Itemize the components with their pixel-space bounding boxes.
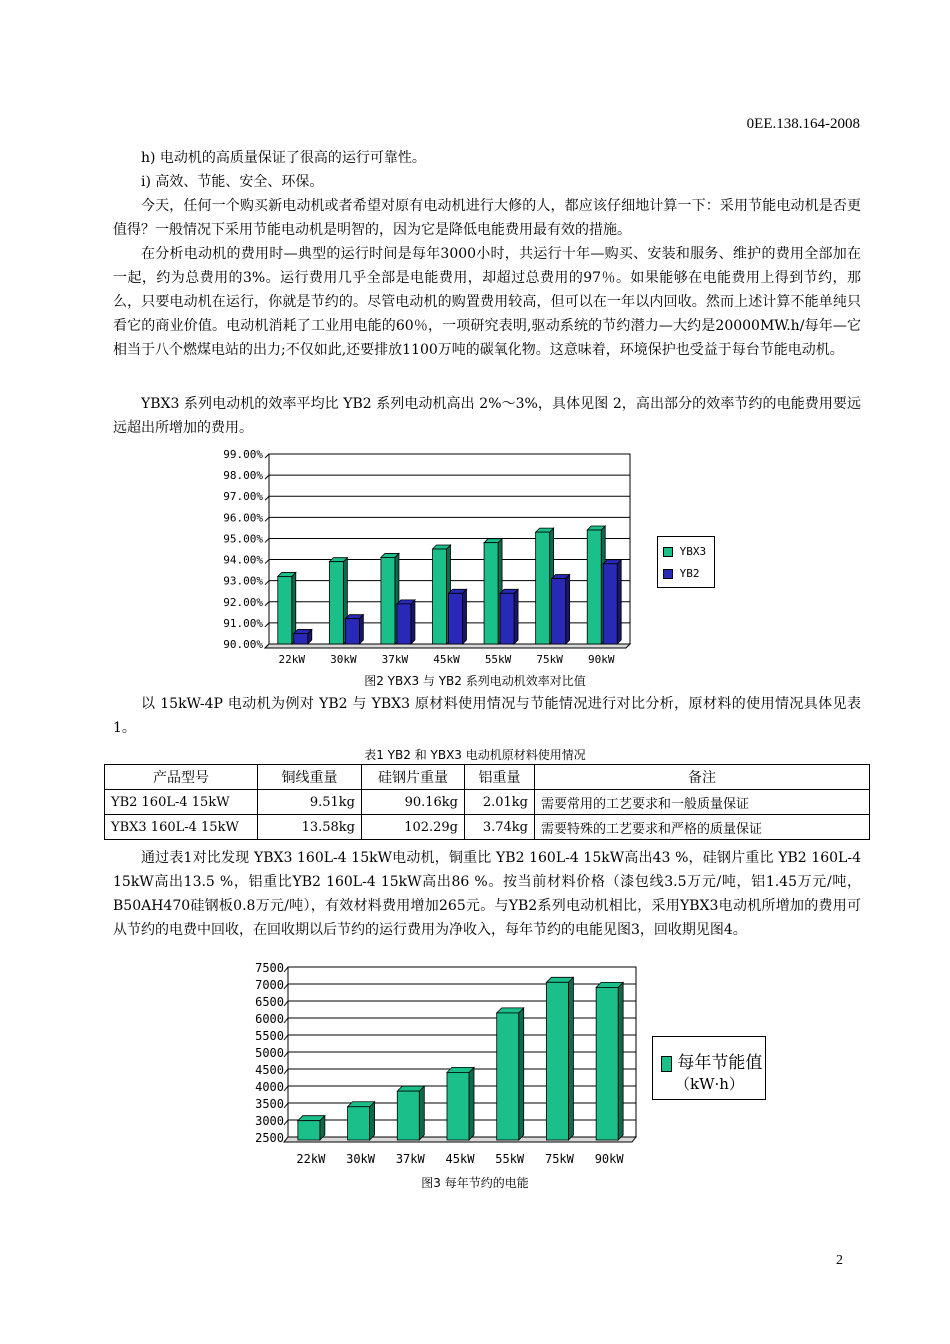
gridline-depth [265, 602, 269, 606]
x-tick-label: 37kW [395, 1152, 425, 1166]
cell-copper: 13.58kg [258, 815, 362, 840]
chart-floor [265, 644, 630, 648]
bar-yb2-45kW [449, 589, 467, 644]
table-header-row [105, 765, 870, 790]
legend-swatch-energy [661, 1056, 672, 1072]
cell-aluminum: 2.01kg [465, 790, 535, 815]
bar-energy-22kW [298, 1116, 325, 1140]
x-tick-label: 75kW [544, 1152, 574, 1166]
y-tick-label: 7000 [255, 978, 284, 992]
document-id: 0EE.138.164-2008 [746, 116, 860, 132]
y-tick-label: 97.00% [223, 490, 263, 504]
gridline-depth [265, 454, 269, 458]
x-tick-label: 45kW [445, 1152, 475, 1166]
cell-model: YB2 160L-4 15kW [105, 790, 258, 815]
y-tick-label: 3500 [255, 1097, 284, 1111]
bar-energy-37kW [397, 1086, 424, 1140]
bar-yb2-22kW [294, 629, 312, 644]
y-tick-label: 4000 [255, 1080, 284, 1094]
y-tick-label: 5000 [255, 1046, 284, 1060]
bar-yb2-30kW [345, 615, 363, 644]
y-tick-label: 7500 [255, 962, 284, 975]
gridline-depth [265, 560, 269, 564]
gridline-depth [284, 1001, 288, 1006]
cell-remark: 需要特殊的工艺要求和严格的质量保证 [535, 815, 870, 840]
y-tick-label: 90.00% [223, 638, 263, 651]
header-remark: 备注 [535, 765, 870, 790]
y-tick-label: 3000 [255, 1114, 284, 1128]
bar-ybx3-90kW [587, 526, 605, 644]
gridline-depth [265, 581, 269, 585]
legend-label-energy-unit: （kW·h） [675, 1075, 744, 1093]
legend-label-ybx3: YBX3 [679, 545, 707, 558]
cell-aluminum: 3.74kg [465, 815, 535, 840]
legend-swatch-yb2 [663, 569, 673, 579]
gridline-depth [265, 496, 269, 500]
y-tick-label: 2500 [255, 1131, 284, 1145]
bar-ybx3-55kW [484, 539, 502, 644]
x-tick-label: 45kW [433, 653, 460, 666]
x-tick-label: 90kW [587, 653, 615, 666]
legend-label-yb2: YB2 [679, 567, 700, 580]
bar-energy-45kW [447, 1067, 474, 1140]
energy-saving-chart [240, 962, 650, 1172]
gridline-depth [284, 1086, 288, 1091]
x-tick-label: 90kW [594, 1152, 624, 1166]
header-silicon-steel: 硅钢片重量 [362, 765, 465, 790]
y-tick-label: 6500 [255, 995, 284, 1009]
materials-table [104, 764, 870, 840]
figure-3-caption: 图3 每年节约的电能 [421, 1176, 529, 1190]
paragraph-2: 在分析电动机的费用时—典型的运行时间是每年3000小时，共运行十年—购买、安装和服务、维护的费用全部加在一起，约为总费用的3%。运行费用几乎全部是电能费用，却超过总费用的97％。如果能够在电能费用上得到节约，那么，只要电动机在运行，你就是节约的。尽管电动机的购置费用较高，但可以在一年以内回收。然而上述计算不能单纯只看它的商业价值。电动机消耗了工业用电能的60％，一项研究表明,驱动系统的节约潜力—大约是20000MW.h/每年—它相当于八个燃煤电站的出力;不仅如此,还要排放1100万吨的碳氧化物。这意味着，环境保护也受益于每台节能电动机。 [113, 246, 861, 358]
header-model: 产品型号 [105, 765, 258, 790]
gridline-depth [265, 623, 269, 627]
gridline-depth [284, 1103, 288, 1108]
table-row [105, 790, 870, 815]
y-tick-label: 95.00% [223, 532, 263, 546]
y-tick-label: 93.00% [223, 574, 263, 588]
y-tick-label: 99.00% [223, 448, 263, 461]
cell-silicon-steel: 102.29g [362, 815, 465, 840]
x-tick-label: 30kW [330, 653, 357, 666]
x-tick-label: 37kW [381, 653, 409, 666]
paragraph-3: YBX3 系列电动机的效率平均比 YB2 系列电动机高出 2%～3%，具体见图 2，高出部分的效率节约的电能费用要远远超出所增加的费用。 [113, 396, 861, 436]
gridline-depth [284, 1052, 288, 1057]
energy-saving-chart-legend [652, 1036, 766, 1100]
x-tick-label: 75kW [536, 653, 563, 666]
bar-energy-30kW [348, 1102, 375, 1140]
cell-remark: 需要常用的工艺要求和一般质量保证 [535, 790, 870, 815]
bar-energy-55kW [497, 1008, 524, 1140]
efficiency-chart-legend [657, 536, 715, 588]
bar-yb2-37kW [397, 600, 415, 644]
x-tick-label: 55kW [495, 1152, 525, 1166]
gridline-depth [284, 1035, 288, 1040]
gridline-depth [265, 475, 269, 479]
bar-energy-90kW [596, 982, 623, 1140]
bar-yb2-55kW [500, 589, 518, 644]
bar-ybx3-22kW [278, 572, 296, 644]
table-row [105, 815, 870, 840]
y-tick-label: 96.00% [223, 511, 263, 525]
y-tick-label: 94.00% [223, 553, 263, 567]
y-tick-label: 92.00% [223, 595, 263, 609]
bar-ybx3-37kW [381, 553, 399, 644]
gridline-depth [265, 538, 269, 542]
bar-yb2-75kW [552, 575, 570, 644]
cell-model: YBX3 160L-4 15kW [105, 815, 258, 840]
y-tick-label: 6000 [255, 1012, 284, 1026]
paragraph-1: 今天，任何一个购买新电动机或者希望对原有电动机进行大修的人，都应该仔细地计算一下：采用节能电动机是否更值得？一般情况下采用节能电动机是明智的，因为它是降低电能费用最有效的措施。 [113, 198, 861, 238]
x-tick-label: 22kW [296, 1152, 326, 1166]
y-tick-label: 5500 [255, 1029, 284, 1043]
y-tick-label: 91.00% [223, 616, 263, 630]
bar-ybx3-75kW [536, 528, 554, 644]
y-tick-label: 98.00% [223, 469, 263, 483]
x-tick-label: 30kW [346, 1152, 376, 1166]
gridline-depth [284, 967, 288, 972]
bar-yb2-90kW [603, 560, 621, 644]
gridline-depth [284, 984, 288, 989]
gridline-depth [284, 1018, 288, 1023]
gridline-depth [284, 1069, 288, 1074]
paragraph-i: i) 高效、节能、安全、环保。 [141, 174, 324, 190]
paragraph-4: 以 15kW-4P 电动机为例对 YB2 与 YBX3 原材料使用情况与节能情况进行对比分析，原材料的使用情况具体见表 1。 [113, 696, 861, 736]
figure-2-caption: 图2 YBX3 与 YB2 系列电动机效率对比值 [364, 674, 586, 688]
y-tick-label: 4500 [255, 1063, 284, 1077]
bar-ybx3-30kW [329, 558, 347, 644]
paragraph-5: 通过表1对比发现 YBX3 160L-4 15kW电动机，铜重比 YB2 160L-4 15kW高出43 %，硅钢片重比 YB2 160L-4 15kW高出13.5 %，铝重比YB2 160L-4 15kW高出86 %。按当前材料价格（漆包线3.5万元/吨，铝1.45万元/吨，B50AH470硅钢板0.8万元/吨），有效材料费用增加265元。与YB2系列电动机相比，采用YBX3电动机所增加的费用可从节约的电费中回收，在回收期以后节约的运行费用为净收入，每年节约的电能见图3，回收期见图4。 [113, 850, 861, 938]
gridline-depth [265, 517, 269, 521]
x-tick-label: 55kW [484, 653, 512, 666]
legend-swatch-ybx3 [663, 547, 673, 557]
cell-silicon-steel: 90.16kg [362, 790, 465, 815]
table-1-caption: 表1 YB2 和 YBX3 电动机原材料使用情况 [364, 748, 586, 762]
bar-ybx3-45kW [433, 545, 451, 644]
legend-label-energy: 每年节能值 [677, 1053, 763, 1073]
paragraph-h: h) 电动机的高质量保证了很高的运行可靠性。 [141, 150, 426, 166]
header-copper: 铜线重量 [258, 765, 362, 790]
header-aluminum: 铝重量 [465, 765, 535, 790]
bar-energy-75kW [546, 977, 573, 1140]
x-tick-label: 22kW [278, 653, 306, 666]
cell-copper: 9.51kg [258, 790, 362, 815]
page-number: 2 [836, 1253, 843, 1268]
gridline-depth [284, 1120, 288, 1125]
